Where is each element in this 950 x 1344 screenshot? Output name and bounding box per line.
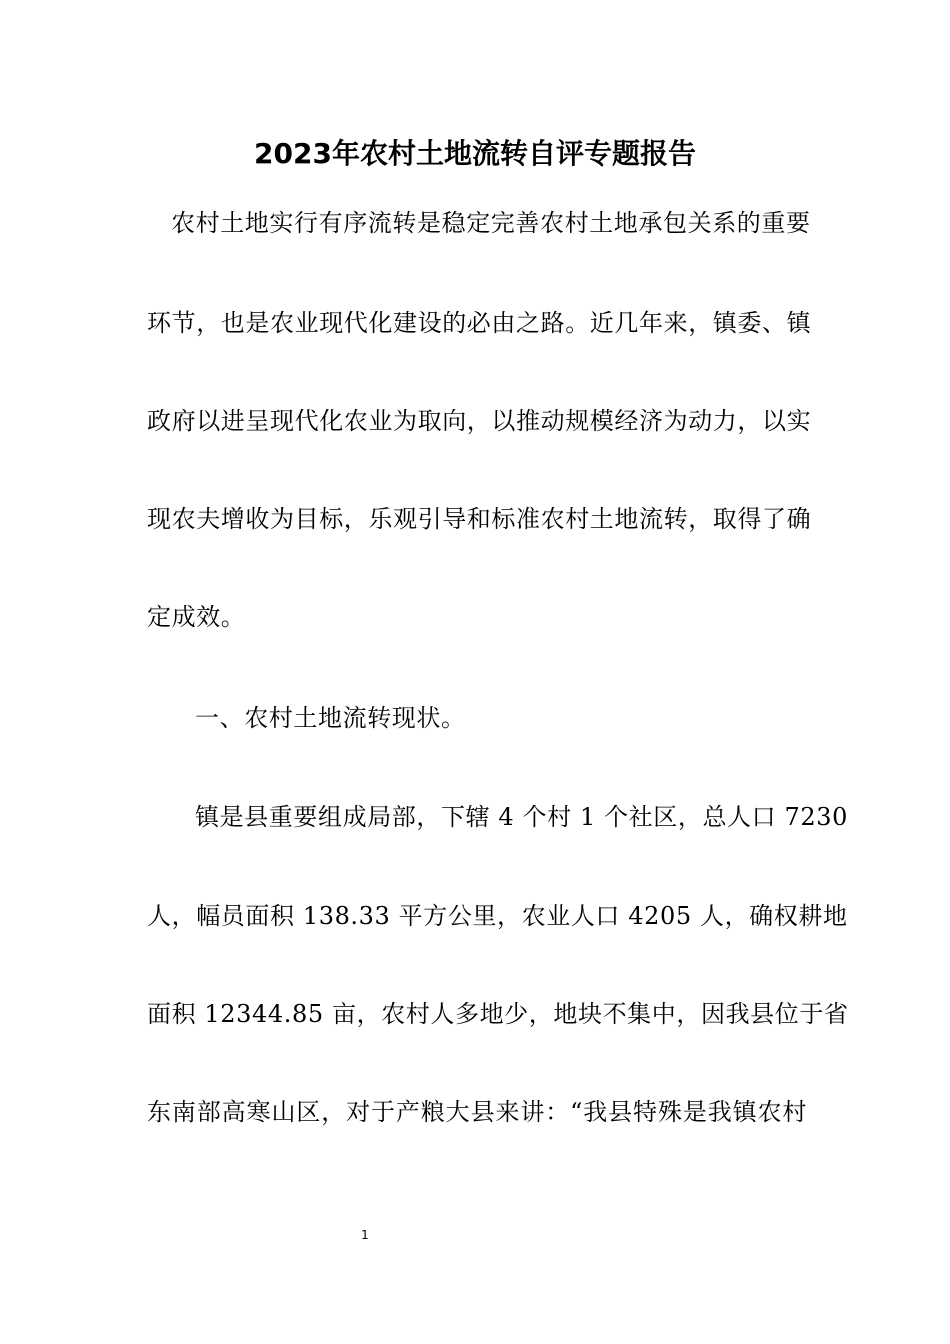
section-heading: 一、农村土地流转现状。	[195, 704, 466, 732]
paragraph-line: 人，幅员面积 138.33 平方公里，农业人口 4205 人，确权耕地	[147, 902, 848, 930]
paragraph-line: 定成效。	[147, 603, 246, 631]
paragraph-line: 政府以进呈现代化农业为取向，以推动规模经济为动力，以实	[147, 407, 812, 435]
document-title: 2023年农村土地流转自评专题报告	[254, 137, 696, 170]
page-number: 1	[361, 1228, 369, 1242]
paragraph-line: 环节，也是农业现代化建设的必由之路。近几年来，镇委、镇	[147, 309, 812, 337]
paragraph-line: 农村土地实行有序流转是稳定完善农村土地承包关系的重要	[171, 209, 811, 237]
paragraph-line: 面积 12344.85 亩，农村人多地少，地块不集中，因我县位于省	[147, 1000, 849, 1028]
paragraph-line: 镇是县重要组成局部，下辖 4 个村 1 个社区，总人口 7230	[195, 803, 848, 831]
paragraph-line: 现农夫增收为目标，乐观引导和标准农村土地流转，取得了确	[147, 505, 812, 533]
paragraph-line: 东南部高寒山区，对于产粮大县来讲：“我县特殊是我镇农村	[147, 1098, 807, 1126]
